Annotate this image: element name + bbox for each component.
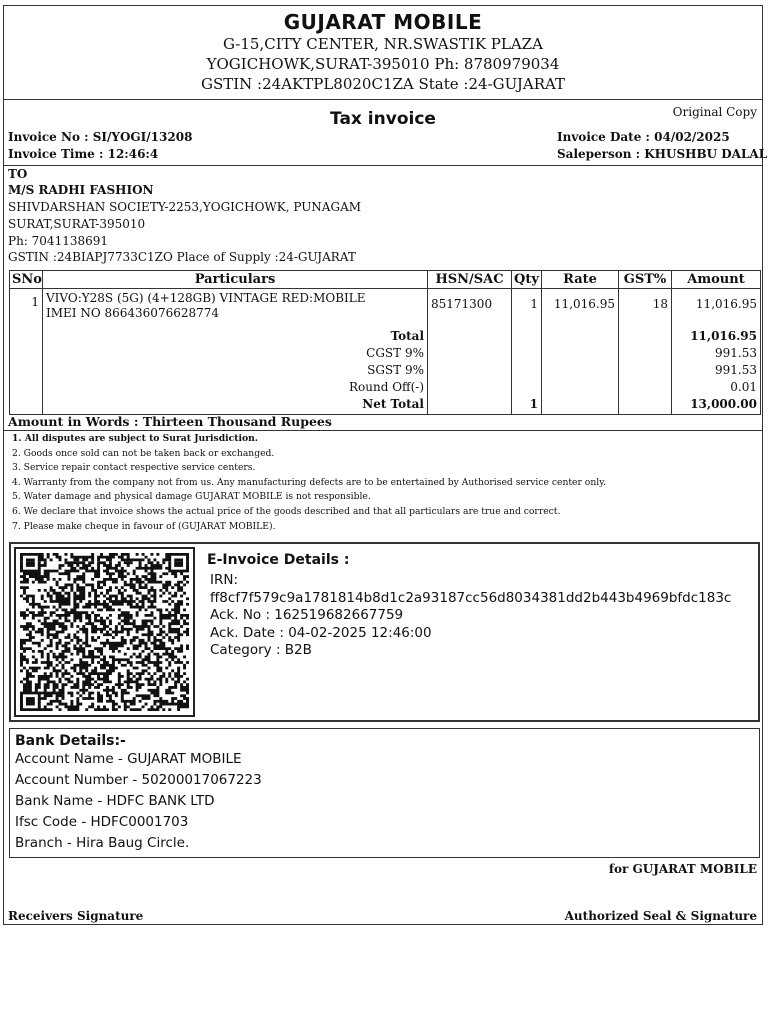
bank-branch: Branch - Hira Baug Circle. [15, 835, 190, 851]
for-company: for GUJARAT MOBILE [608, 862, 757, 876]
invoice-number: Invoice No : SI/YOGI/13208 [8, 130, 193, 144]
list-item: 1. All disputes are subject to Surat Jurisdiction. [12, 433, 258, 444]
list-item: 6. We declare that invoice shows the actual price of the goods described and that all particulars are true and correct. [12, 505, 561, 517]
amount-in-words: Amount in Words : Thirteen Thousand Rupees [8, 414, 332, 429]
qr-code-modules [20, 553, 189, 711]
invoice-category: Category : B2B [210, 642, 312, 658]
customer-address-line1: SHIVDARSHAN SOCIETY-2253,YOGICHOWK, PUNAGAM [8, 200, 362, 214]
col-header-qty: Qty [512, 271, 542, 289]
receivers-signature: Receivers Signature [8, 909, 144, 923]
net-total-row [10, 397, 761, 414]
summary-row-roundoff [10, 380, 761, 397]
list-item: 2. Goods once sold can not be taken back or exchanged. [12, 447, 275, 459]
company-header [4, 10, 762, 94]
company-name: GUJARAT MOBILE [283, 10, 483, 34]
summary-row-total [10, 329, 761, 346]
summary-row-cgst [10, 346, 761, 363]
col-header-particulars: Particulars [43, 271, 428, 289]
list-item: 3. Service repair contact respective service centers. [12, 462, 256, 474]
qr-code-icon [14, 547, 195, 717]
item-gst: 18 [619, 289, 672, 330]
summary-value: 0.01 [672, 380, 761, 397]
invoice-date: Invoice Date : 04/02/2025 [557, 130, 730, 144]
customer-gstin: GSTIN :24BIAPJ7733C1ZO Place of Supply :24-GUJARAT [8, 250, 356, 264]
einvoice-title: E-Invoice Details : [207, 552, 350, 568]
item-particulars-line2: IMEI NO 866436076628774 [46, 306, 220, 320]
table-row [10, 289, 761, 330]
invoice-page [3, 5, 768, 925]
list-item: 7. Please make cheque in favour of (GUJARAT MOBILE). [12, 520, 276, 532]
invoice-time: Invoice Time : 12:46:4 [8, 147, 159, 161]
customer-name: M/S RADHI FASHION [8, 183, 154, 197]
item-hsn: 85171300 [428, 289, 512, 330]
item-particulars [43, 289, 428, 330]
irn-value: ff8cf7f579c9a1781814b8d1c2a93187cc56d8034381dd2b443b4969bfdc183c [210, 589, 732, 606]
document-title: Tax invoice [330, 109, 436, 129]
company-gstin: GSTIN :24AKTPL8020C1ZA State :24-GUJARAT [200, 75, 566, 93]
ack-number: Ack. No : 162519682667759 [210, 607, 404, 623]
col-header-gst: GST% [619, 271, 672, 289]
col-header-sno: SNo [10, 271, 43, 289]
net-total-qty: 1 [512, 397, 542, 414]
net-total-value: 13,000.00 [672, 397, 761, 414]
company-address-line2: YOGICHOWK,SURAT-395010 Ph: 8780979034 [206, 55, 560, 73]
summary-value: 991.53 [672, 346, 761, 363]
summary-label: CGST 9% [43, 346, 428, 363]
item-qty: 1 [512, 289, 542, 330]
summary-value: 991.53 [672, 363, 761, 380]
salesperson: Saleperson : KHUSHBU DALAL [557, 147, 768, 161]
col-header-rate: Rate [542, 271, 619, 289]
summary-label: SGST 9% [43, 363, 428, 380]
bank-name: Bank Name - HDFC BANK LTD [15, 793, 215, 809]
bank-details [9, 728, 760, 858]
header-divider [4, 99, 762, 100]
bank-account-name: Account Name - GUJARAT MOBILE [15, 751, 242, 767]
bank-account-number: Account Number - 50200017067223 [15, 772, 262, 788]
copy-label: Original Copy [672, 105, 757, 119]
customer-phone: Ph: 7041138691 [8, 234, 109, 248]
summary-row-sgst [10, 363, 761, 380]
item-sno: 1 [10, 289, 43, 330]
col-header-amount: Amount [672, 271, 761, 289]
meta-divider [4, 165, 762, 166]
bank-ifsc: Ifsc Code - HDFC0001703 [15, 814, 189, 830]
summary-label: Total [43, 329, 428, 346]
summary-label: Round Off(-) [43, 380, 428, 397]
words-divider [4, 430, 762, 431]
irn-label: IRN: [210, 572, 239, 588]
item-particulars-line1: VIVO:Y28S (5G) (4+128GB) VINTAGE RED:MOBILE [46, 291, 366, 305]
net-total-label: Net Total [43, 397, 428, 414]
ack-date: Ack. Date : 04-02-2025 12:46:00 [210, 624, 432, 641]
bank-title: Bank Details:- [15, 733, 126, 749]
list-item: 4. Warranty from the company not from us. Any manufacturing defects are to be entertained by Authorised service center only. [12, 476, 607, 488]
customer-address-line2: SURAT,SURAT-395010 [8, 217, 146, 231]
company-address-line1: G-15,CITY CENTER, NR.SWASTIK PLAZA [223, 35, 543, 53]
item-amount: 11,016.95 [672, 289, 761, 330]
qr-code-graphic [20, 553, 189, 711]
list-item: 5. Water damage and physical damage GUJARAT MOBILE is not responsible. [12, 491, 371, 503]
table-header-row [10, 271, 761, 289]
to-label: TO [8, 167, 28, 181]
einvoice-section [9, 542, 760, 722]
item-rate: 11,016.95 [542, 289, 619, 330]
einvoice-details [207, 552, 731, 660]
summary-value: 11,016.95 [672, 329, 761, 346]
authorized-signature: Authorized Seal & Signature [564, 909, 757, 923]
col-header-hsn: HSN/SAC [428, 271, 512, 289]
items-table [9, 270, 761, 415]
terms-list [12, 432, 760, 534]
